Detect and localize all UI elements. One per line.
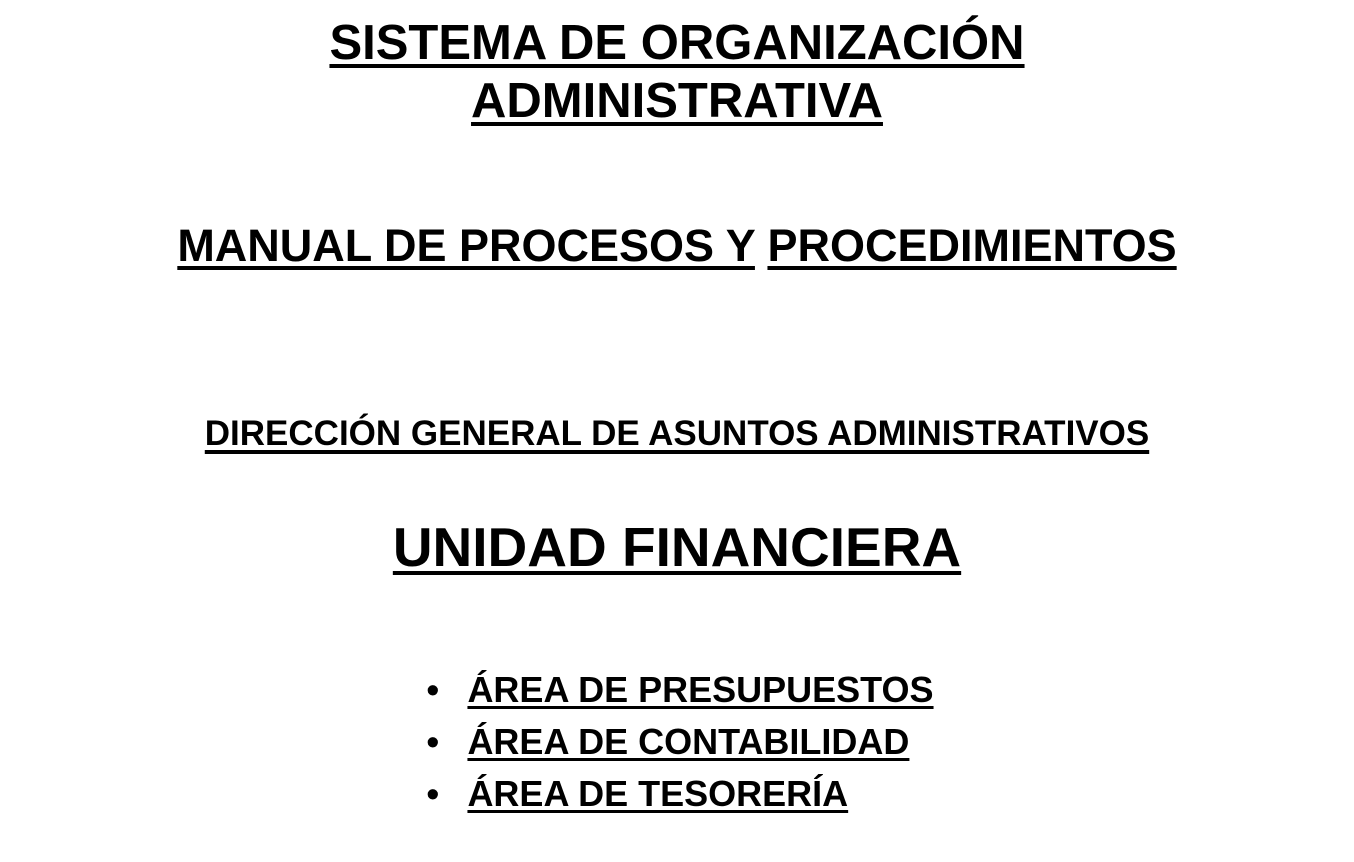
list-item-label: ÁREA DE PRESUPUESTOS bbox=[467, 669, 934, 710]
bullet-icon: • bbox=[426, 669, 440, 710]
unit-heading bbox=[0, 512, 1354, 582]
page-title-primary-line2: ADMINISTRATIVA bbox=[471, 74, 883, 128]
list-item-label: ÁREA DE TESORERÍA bbox=[467, 773, 849, 814]
page-title-primary bbox=[0, 14, 1354, 130]
list-item bbox=[420, 664, 933, 716]
bullet-icon: • bbox=[426, 773, 440, 814]
list-item bbox=[420, 768, 933, 820]
bullet-icon: • bbox=[426, 721, 440, 762]
list-item-label: ÁREA DE CONTABILIDAD bbox=[467, 721, 910, 762]
unit-heading-text: UNIDAD FINANCIERA bbox=[392, 516, 962, 578]
department-heading bbox=[0, 412, 1354, 456]
department-heading-text: DIRECCIÓN GENERAL DE ASUNTOS ADMINISTRATIVOS bbox=[204, 414, 1150, 453]
page-title-primary-line1: SISTEMA DE ORGANIZACIÓN bbox=[329, 16, 1025, 70]
page-title-secondary-line2: PROCEDIMIENTOS bbox=[767, 220, 1177, 271]
page-title-secondary-line1: MANUAL DE PROCESOS Y bbox=[177, 220, 755, 271]
area-list bbox=[0, 664, 1354, 820]
page-title-secondary bbox=[0, 218, 1354, 274]
list-item bbox=[420, 716, 933, 768]
